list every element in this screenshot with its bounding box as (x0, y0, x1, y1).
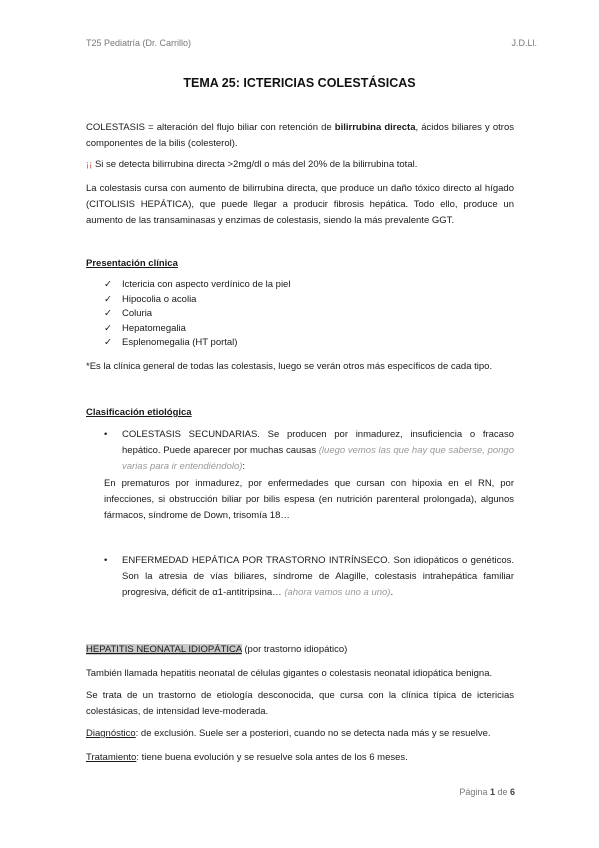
bullet-enfermedad-intrinseca (104, 553, 514, 601)
bullet-icon: • (104, 429, 108, 440)
definition-text: COLESTASIS = alteración del flujo biliar con retención de (86, 122, 335, 133)
section-heading-clinica: Presentación clínica (86, 258, 178, 269)
definition-bold: bilirrubina directa (334, 122, 416, 133)
check-icon: ✓ (104, 322, 112, 334)
author-note: (ahora vamos uno a uno) (284, 587, 391, 598)
criteria-text: Si se detecta bilirrubina directa >2mg/dl o más del 20% de la bilirrubina total. (92, 159, 418, 170)
clinica-note: *Es la clínica general de todas las colestasis, luego se verán otros más específicos de cada tipo. (86, 361, 493, 372)
list-item: ✓ Hipocolia o acolia (104, 293, 290, 308)
list-item: ✓ Ictericia con aspecto verdínico de la piel (104, 278, 290, 293)
list-item: ✓ Hepatomegalia (104, 322, 290, 337)
check-icon: ✓ (104, 337, 112, 348)
highlighted-heading: HEPATITIS NEONATAL IDIOPÁTICA (86, 644, 242, 655)
hepatitis-description: Se trata de un trastorno de etiología desconocida, que cursa con la clínica típica de ictericias colestásicas, de intensidad leve-moderada. (86, 690, 514, 717)
tratamiento-paragraph: Tratamiento: tiene buena evolución y se resuelve sola antes de los 6 meses. (86, 752, 408, 763)
document-title: TEMA 25: ICTERICIAS COLESTÁSICAS (183, 76, 416, 90)
bullet-text: COLESTASIS SECUNDARIAS. Se producen por inmadurez, insuficiencia o fracaso hepático. Puede aparecer por muchas causas (luego vemos las que hay que saberse, pongo varias para ir entendiéndolo): (122, 429, 514, 472)
list-item: ✓ Esplenomegalia (HT portal) (104, 336, 290, 351)
colestasis-definition (86, 120, 514, 152)
check-icon: ✓ (104, 279, 112, 290)
running-header-right: J.D.Ll. (511, 38, 537, 48)
hepatitis-alias: También llamada hepatitis neonatal de células gigantes o colestasis neonatal idiopática benigna. (86, 668, 493, 679)
definition-text-end: , ácidos biliares y otros componentes de la bilis (colesterol). (86, 122, 514, 149)
diagnostico-paragraph: Diagnóstico: de exclusión. Suele ser a posteriori, cuando no se detecta nada más y se resuelve. (86, 728, 491, 739)
diagnostico-label: Diagnóstico (86, 728, 136, 739)
running-header-left: T25 Pediatría (Dr. Carrillo) (86, 38, 192, 48)
bullet-text: ENFERMEDAD HEPÁTICA POR TRASTORNO INTRÍNSECO. Son idiopáticos o genéticos. Son la atresia de vías biliares, síndrome de Alagille, colestasis intrahepática familiar progresiva, déficit de α1-antitripsina… (ahora vamos uno a uno). (122, 555, 514, 598)
warning-mark-icon: ¡¡ (86, 159, 93, 170)
author-note: (luego vemos las que hay que saberse, pongo varias para ir entendiéndolo) (122, 445, 514, 472)
pathophysiology-paragraph: La colestasis cursa con aumento de bilirrubina directa, que produce un daño tóxico directo al hígado (CITOLISIS HEPÁTICA), que puede llegar a producir fibrosis hepática. Todo ello, produce un aumento de las transaminasas y enzimas de colestasis, siendo la más prevalente GGT. (86, 183, 514, 226)
list-item: ✓ Coluria (104, 307, 290, 322)
page-number: Página 1 de 6 (459, 787, 515, 797)
bullet-icon: • (104, 555, 108, 566)
secundarias-detail: En prematuros por inmadurez, por enfermedades que cursan con hipoxia en el RN, por infecciones, si obstrucción biliar por bilis espesa (en nutrición parenteral prolongada), algunos fármacos, síndrome de Down, trisomía 18… (104, 478, 514, 521)
check-icon: ✓ (104, 293, 112, 305)
clinical-signs-list (104, 278, 290, 351)
section-heading-hepatitis: HEPATITIS NEONATAL IDIOPÁTICA (por trastorno idiopático) (86, 644, 348, 655)
criteria-paragraph (86, 157, 514, 173)
tratamiento-label: Tratamiento (86, 752, 137, 763)
check-icon: ✓ (104, 308, 112, 319)
bullet-colestasis-secundarias (104, 427, 514, 475)
section-heading-clasificacion: Clasificación etiológica (86, 407, 192, 418)
